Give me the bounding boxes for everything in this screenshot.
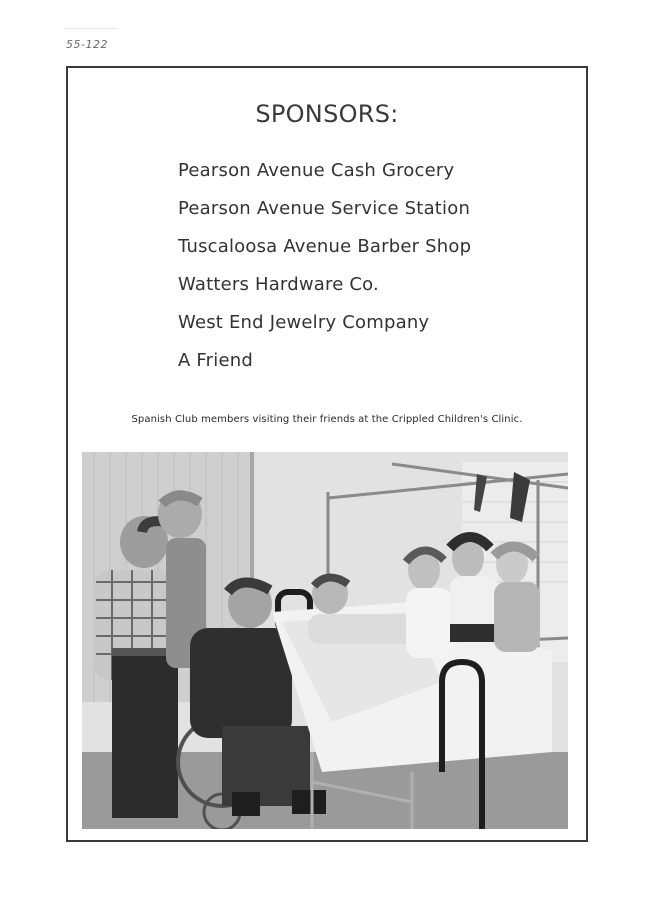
clinic-photo [82, 452, 568, 829]
photo-caption: Spanish Club members visiting their friends at the Crippled Children's Clinic. [131, 414, 523, 425]
page-title: SPONSORS: [255, 100, 399, 128]
sponsor-item: West End Jewelry Company [178, 312, 430, 333]
sponsor-list [178, 158, 471, 386]
reference-mark: 55-122 [66, 38, 108, 51]
sponsor-item: Pearson Avenue Service Station [178, 198, 471, 219]
scan-mark-line [64, 28, 118, 29]
sponsor-item: Tuscaloosa Avenue Barber Shop [178, 236, 472, 257]
sponsor-item: A Friend [178, 350, 253, 371]
sponsor-item: Pearson Avenue Cash Grocery [178, 160, 455, 181]
clinic-photo-illustration [82, 452, 568, 829]
page-frame [66, 66, 588, 842]
sponsor-item: Watters Hardware Co. [178, 274, 379, 295]
